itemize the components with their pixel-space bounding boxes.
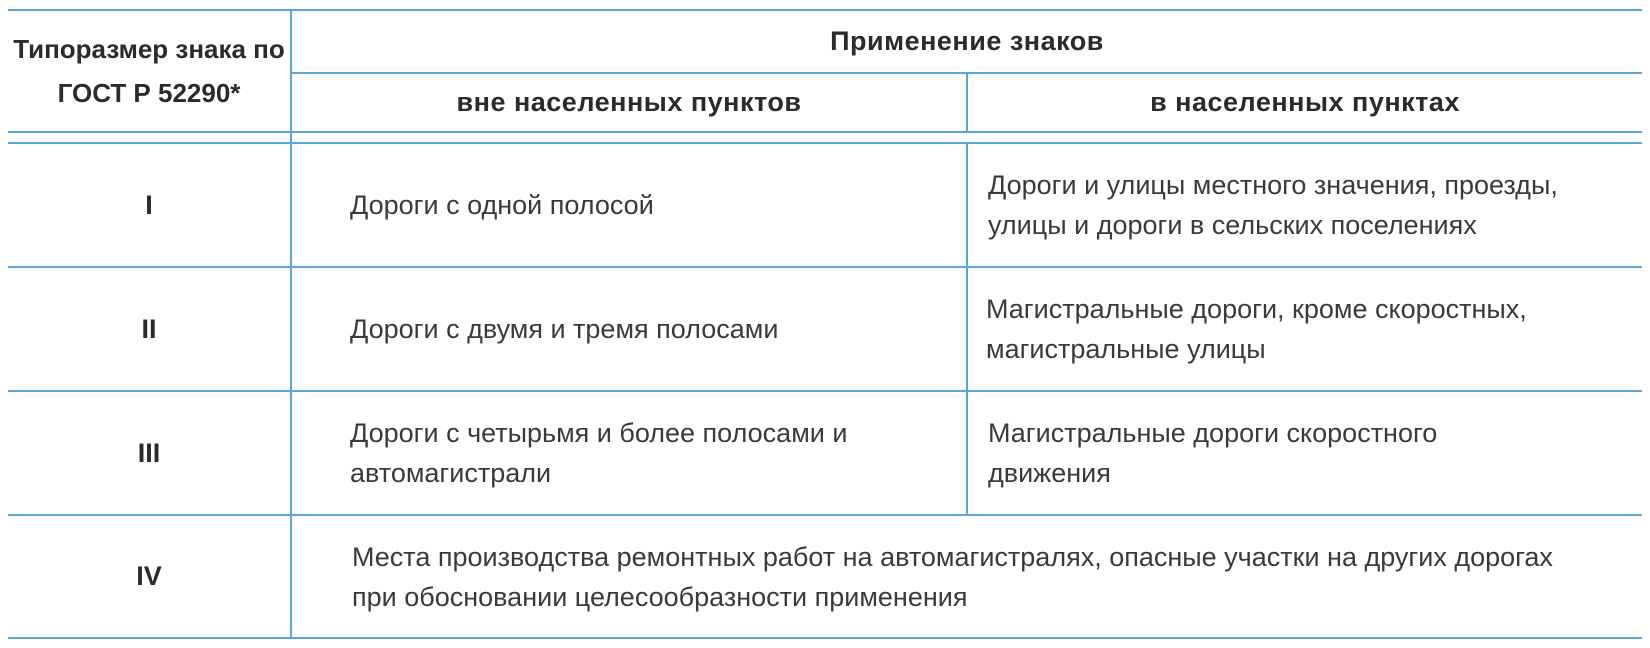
inside-cell-text: Магистральные дороги скоростного движения bbox=[988, 418, 1438, 488]
outside-cell-text: Дороги с двумя и тремя полосами bbox=[350, 314, 779, 344]
size-label: II bbox=[141, 313, 157, 344]
inside-cell-text: Дороги и улицы местного значения, проезды, улицы и дороги в сельских поселениях bbox=[988, 170, 1558, 240]
outside-settlements-header-text: вне населенных пунктов bbox=[456, 87, 802, 117]
table-row-inside-cell bbox=[968, 392, 1642, 514]
application-header-text: Применение знаков bbox=[830, 26, 1104, 56]
header-bottom-border bbox=[8, 131, 1642, 133]
outside-cell-text: Дороги с одной полосой bbox=[350, 190, 654, 220]
table-row-size bbox=[8, 516, 290, 637]
inside-cell-text: Магистральные дороги, кроме скоростных, магистральные улицы bbox=[986, 294, 1527, 364]
table-row-inside-cell bbox=[968, 144, 1642, 266]
table-row-outside-cell bbox=[292, 268, 966, 390]
table-row-size bbox=[8, 144, 290, 266]
size-column-header-text: Типоразмер знака по ГОСТ Р 52290* bbox=[13, 34, 285, 108]
merged-cell-text: Места производства ремонтных работ на автомагистралях, опасные участки на других дорогах при обосновании целесообразности применения bbox=[352, 541, 1553, 612]
table-row-size bbox=[8, 268, 290, 390]
size-column-header bbox=[8, 11, 290, 131]
outside-cell-text: Дороги с четырьмя и более полосами и автомагистрали bbox=[350, 418, 848, 488]
table-row-outside-cell bbox=[292, 392, 966, 514]
size-label: IV bbox=[136, 561, 162, 591]
table-row-outside-cell bbox=[292, 144, 966, 266]
inside-settlements-header-text: в населенных пунктах bbox=[1150, 87, 1460, 117]
table-row-inside-cell bbox=[968, 268, 1642, 390]
outside-settlements-header bbox=[292, 74, 966, 131]
table-row-merged-cell bbox=[292, 516, 1642, 637]
inside-settlements-header bbox=[968, 74, 1642, 131]
size-label: III bbox=[137, 437, 161, 468]
table-row-size bbox=[8, 392, 290, 514]
application-header bbox=[292, 11, 1642, 72]
size-label: I bbox=[145, 189, 153, 220]
table-bottom-border bbox=[8, 637, 1642, 639]
